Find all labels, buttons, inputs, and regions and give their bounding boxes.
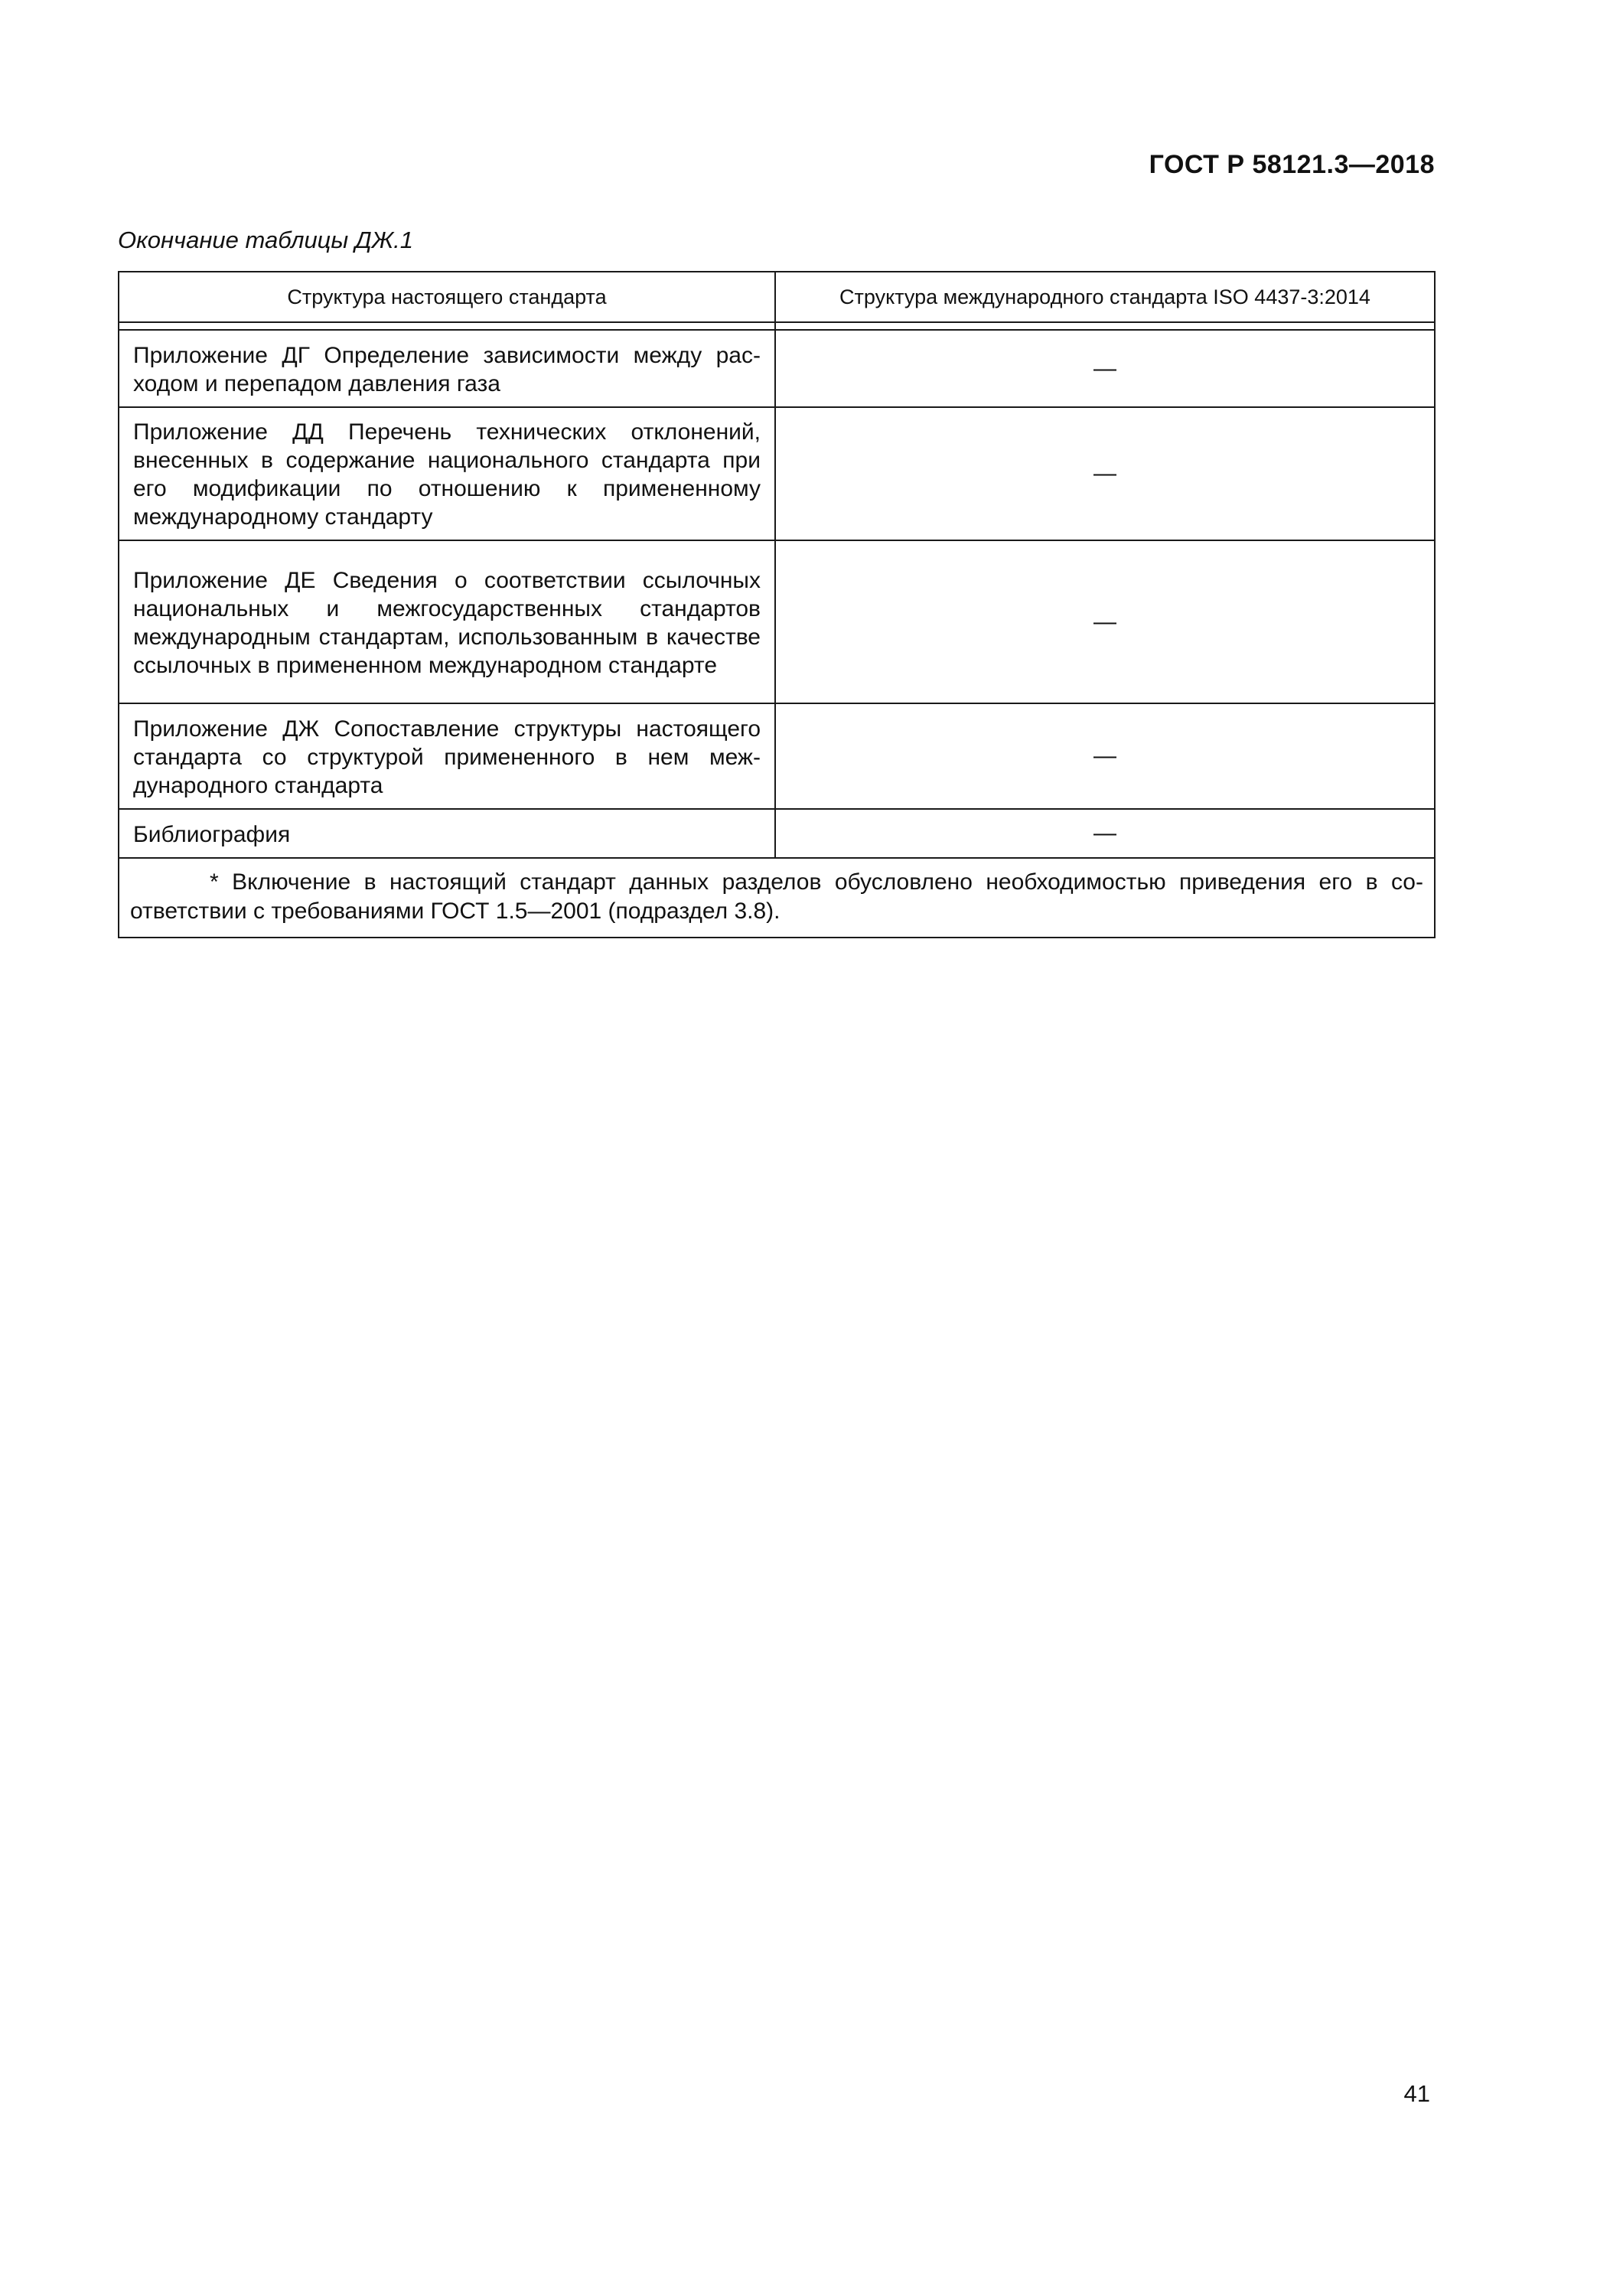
column-header-international: Структура международного стандарта ISO 4437-3:2014: [775, 272, 1435, 322]
row-international-section: —: [775, 540, 1435, 703]
row-international-section: —: [775, 407, 1435, 540]
row-national-section: Приложение ДЖ Сопоставление структуры настоящего стандарта со структурой примененного в нем международного стандарта: [119, 703, 775, 809]
table-caption: Окончание таблицы ДЖ.1: [118, 227, 413, 253]
table-row: [119, 330, 1435, 407]
row-international-section: —: [775, 330, 1435, 407]
page-number: 41: [1403, 2080, 1430, 2107]
table-row: [119, 407, 1435, 540]
row-international-section: —: [775, 809, 1435, 858]
table-row: [119, 540, 1435, 703]
row-national-section: Библиография: [119, 809, 775, 858]
structure-comparison-table: [118, 271, 1436, 938]
row-international-section: —: [775, 703, 1435, 809]
row-national-section: Приложение ДЕ Сведения о соответствии ссылочных национальных и межгосударственных стандартов международным стандартам, использованным в качестве ссылочных в примененном международном стандарте: [119, 540, 775, 703]
table-row: [119, 809, 1435, 858]
row-national-section: Приложение ДГ Определение зависимости между расходом и перепадом давления газа: [119, 330, 775, 407]
separator-cell: [119, 322, 775, 330]
table-footnote-row: [119, 858, 1435, 938]
header-separator: [119, 322, 1435, 330]
table-footnote: * Включение в настоящий стандарт данных разделов обусловлено необходимостью приведения его в соответствии с требованиями ГОСТ 1.5—2001 (подраздел 3.8).: [119, 858, 1435, 938]
row-national-section: Приложение ДД Перечень технических отклонений, внесенных в содержание национального стандарта при его модификации по отношению к примененному международному стандарту: [119, 407, 775, 540]
table-row: [119, 703, 1435, 809]
table-header-row: [119, 272, 1435, 322]
document-code: ГОСТ Р 58121.3—2018: [1149, 150, 1435, 179]
column-header-national: Структура настоящего стандарта: [119, 272, 775, 322]
separator-cell: [775, 322, 1435, 330]
